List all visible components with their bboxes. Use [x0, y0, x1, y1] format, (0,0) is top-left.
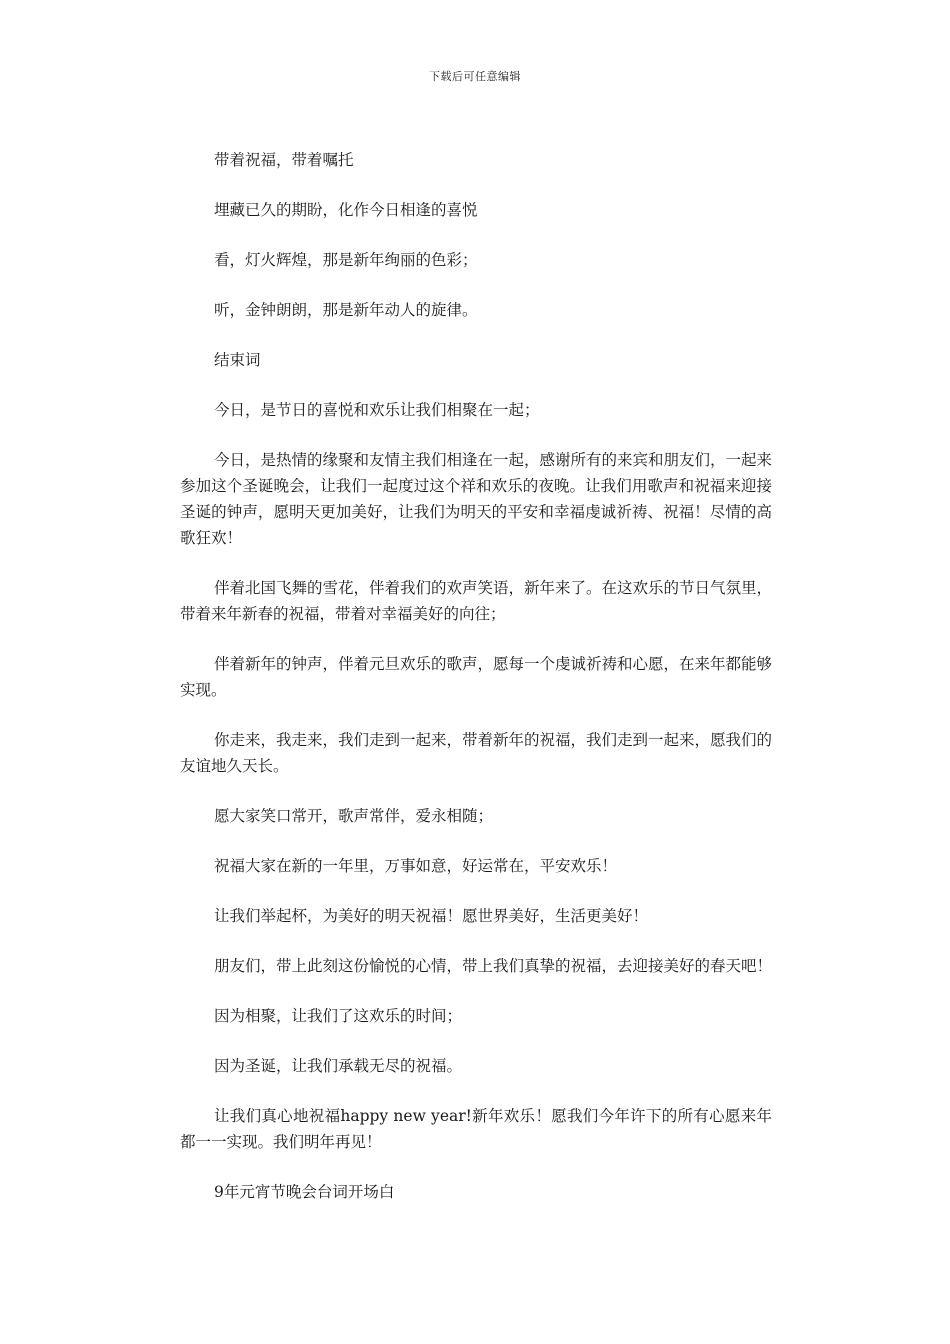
paragraph: 伴着新年的钟声，伴着元旦欢乐的歌声，愿每一个虔诚祈祷和心愿，在来年都能够实现。 — [180, 655, 773, 699]
document-body — [180, 147, 772, 1229]
paragraph: 今日，是热情的缘聚和友情主我们相逢在一起，感谢所有的来宾和朋友们，一起来参加这个圣诞晚会，让我们一起度过这个祥和欢乐的夜晚。让我们用歌声和祝福来迎接圣诞的钟声，愿明天更加美好，让我们为明天的平安和幸福虔诚祈祷、祝福！尽情的高歌狂欢！ — [180, 451, 773, 547]
paragraph: 看，灯火辉煌，那是新年绚丽的色彩； — [214, 251, 478, 269]
paragraph: 让我们举起杯，为美好的明天祝福！愿世界美好，生活更美好！ — [214, 907, 649, 925]
section-heading: 结束词 — [214, 351, 261, 369]
paragraph: 听，金钟朗朗，那是新年动人的旋律。 — [214, 301, 478, 319]
paragraph: 朋友们，带上此刻这份愉悦的心情，带上我们真挚的祝福，去迎接美好的春天吧！ — [214, 957, 773, 975]
paragraph: 伴着北国飞舞的雪花，伴着我们的欢声笑语，新年来了。在这欢乐的节日气氛里，带着来年新春的祝福，带着对幸福美好的向往； — [180, 579, 773, 623]
paragraph: 祝福大家在新的一年里，万事如意，好运常在，平安欢乐！ — [214, 857, 618, 875]
page-header: 下载后可任意编辑 — [429, 70, 521, 83]
paragraph: 你走来，我走来，我们走到一起来，带着新年的祝福，我们走到一起来，愿我们的友谊地久天长。 — [180, 731, 773, 775]
paragraph: 埋藏已久的期盼，化作今日相逢的喜悦 — [214, 201, 478, 219]
paragraph: 愿大家笑口常开，歌声常伴，爱永相随； — [214, 807, 494, 825]
paragraph: 带着祝福，带着嘱托 — [214, 151, 354, 169]
paragraph: 因为圣诞，让我们承载无尽的祝福。 — [214, 1057, 463, 1075]
paragraph: 让我们真心地祝福happy new year!新年欢乐！愿我们今年许下的所有心愿来年都一一实现。我们明年再见！ — [180, 1107, 772, 1151]
paragraph: 因为相聚，让我们了这欢乐的时间； — [214, 1007, 463, 1025]
paragraph: 今日，是节日的喜悦和欢乐让我们相聚在一起； — [214, 401, 540, 419]
section-heading: 9年元宵节晚会台词开场白 — [214, 1183, 395, 1201]
